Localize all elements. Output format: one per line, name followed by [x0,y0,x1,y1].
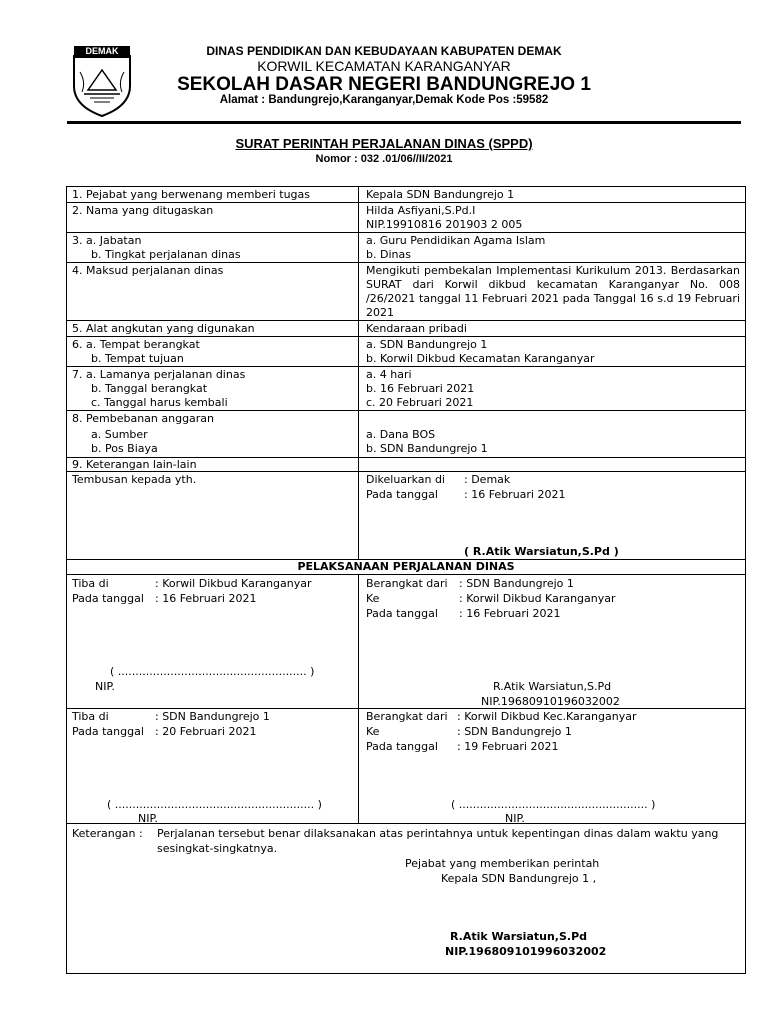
letterhead-rule [67,121,741,124]
tembusan-label: Tembusan kepada yth. [72,473,197,486]
b2-left-nip: NIP. [138,812,158,825]
logo-text: DEMAK [85,46,119,56]
row2-value-nip: NIP.19910816 201903 2 005 [366,218,523,231]
header-line-dinas: DINAS PENDIDIKAN DAN KEBUDAYAAN KABUPATEN DEMAK [206,44,562,58]
keterangan-label: Keterangan : [72,827,143,840]
row9-label: 9. Keterangan lain-lain [72,458,197,471]
b2-right-date-label: Pada tanggal [366,740,438,753]
header-school-name: SEKOLAH DASAR NEGERI BANDUNGREJO 1 [177,74,591,95]
row6-label-b: b. Tempat tujuan [91,352,184,365]
row8-value-a: a. Dana BOS [366,428,436,441]
b1-right-date-value: : 16 Februari 2021 [459,607,561,620]
b2-left-tiba-label: Tiba di [72,710,109,723]
document-number: Nomor : 032 .01/06//II/2021 [315,153,453,165]
row4-value: Mengikuti pembekalan Implementasi Kurikulum 2013. Berdasarkan SURAT dari Korwil dikbud kecamatan Karanganyar No. 008 /26/2021 tanggal 11 Februari 2021 pada Tanggal 16 s.d 19 Februari 2021 [366,264,740,319]
row3-label-a: 3. a. Jabatan [72,234,142,247]
row5-label: 5. Alat angkutan yang digunakan [72,322,255,335]
b2-left-tiba-value: : SDN Bandungrejo 1 [155,710,270,723]
b1-right-from-label: Berangkat dari [366,577,448,590]
b1-left-tiba-label: Tiba di [72,577,109,590]
row2-label: 2. Nama yang ditugaskan [72,204,214,217]
row7-value-b: b. 16 Februari 2021 [366,382,475,395]
b2-right-to-label: Ke [366,725,380,738]
row3-label-b: b. Tingkat perjalanan dinas [91,248,241,261]
row3-value-b: b. Dinas [366,248,411,261]
document-title: SURAT PERINTAH PERJALANAN DINAS (SPPD) [235,136,533,151]
closing-nip: NIP.196809101996032002 [445,945,607,958]
closing-name: R.Atik Warsiatun,S.Pd [450,930,588,943]
b1-left-tiba-value: : Korwil Dikbud Karanganyar [155,577,312,590]
row7-label-a: 7. a. Lamanya perjalanan dinas [72,368,246,381]
row6-value-b: b. Korwil Dikbud Kecamatan Karanganyar [366,352,595,365]
row4-label: 4. Maksud perjalanan dinas [72,264,224,277]
b1-right-from-value: : SDN Bandungrejo 1 [459,577,574,590]
closing-line1: Pejabat yang memberikan perintah [405,857,600,870]
b1-left-signature-line: ( ...................................................... ) [110,665,315,678]
header-line-korwil: KORWIL KECAMATAN KARANGANYAR [257,58,511,74]
b1-right-to-label: Ke [366,592,380,605]
row8-label: 8. Pembebanan anggaran [72,412,215,425]
row1-value: Kepala SDN Bandungrejo 1 [366,188,515,201]
row7-label-c: c. Tanggal harus kembali [91,396,228,409]
issued-place-label: Dikeluarkan di [366,473,445,486]
b2-left-signature-line: ( ......................................................... ) [107,798,322,811]
keterangan-line1: Perjalanan tersebut benar dilaksanakan atas perintahnya untuk kepentingan dinas dalam waktu yang [157,827,719,840]
b2-left-date-value: : 20 Februari 2021 [155,725,257,738]
b1-right-nip: NIP.19680910196032002 [481,695,620,708]
pelaksanaan-title: PELAKSANAAN PERJALANAN DINAS [297,560,515,573]
issued-place-value: : Demak [464,473,511,486]
issued-date-value: : 16 Februari 2021 [464,488,566,501]
b2-right-from-label: Berangkat dari [366,710,448,723]
row8-label-a: a. Sumber [91,428,148,441]
row1-label: 1. Pejabat yang berwenang memberi tugas [72,188,310,201]
row3-value-a: a. Guru Pendidikan Agama Islam [366,234,546,247]
b2-right-to-value: : SDN Bandungrejo 1 [457,725,572,738]
header-address: Alamat : Bandungrejo,Karanganyar,Demak Kode Pos :59582 [219,94,549,106]
row7-value-c: c. 20 Februari 2021 [366,396,474,409]
issued-signer: ( R.Atik Warsiatun,S.Pd ) [464,545,619,558]
issued-date-label: Pada tanggal [366,488,438,501]
b1-left-nip: NIP. [95,680,115,693]
b2-left-date-label: Pada tanggal [72,725,144,738]
row8-label-b: b. Pos Biaya [91,442,158,455]
b1-left-date-value: : 16 Februari 2021 [155,592,257,605]
row7-value-a: a. 4 hari [366,368,412,381]
b1-right-to-value: : Korwil Dikbud Karanganyar [459,592,616,605]
b2-right-signature-line: ( ...................................................... ) [451,798,656,811]
row2-value-name: Hilda Asfiyani,S.Pd.I [366,204,476,217]
b2-right-from-value: : Korwil Dikbud Kec.Karanganyar [457,710,637,723]
row8-value-b: b. SDN Bandungrejo 1 [366,442,488,455]
row6-value-a: a. SDN Bandungrejo 1 [366,338,488,351]
b2-right-date-value: : 19 Februari 2021 [457,740,559,753]
closing-line2: Kepala SDN Bandungrejo 1 , [441,872,597,885]
keterangan-line2: sesingkat-singkatnya. [157,842,278,855]
row6-label-a: 6. a. Tempat berangkat [72,338,200,351]
b1-right-name: R.Atik Warsiatun,S.Pd [493,680,612,693]
row5-value: Kendaraan pribadi [366,322,467,335]
b1-right-date-label: Pada tanggal [366,607,438,620]
row7-label-b: b. Tanggal berangkat [91,382,208,395]
b2-right-nip: NIP. [505,812,525,825]
b1-left-date-label: Pada tanggal [72,592,144,605]
